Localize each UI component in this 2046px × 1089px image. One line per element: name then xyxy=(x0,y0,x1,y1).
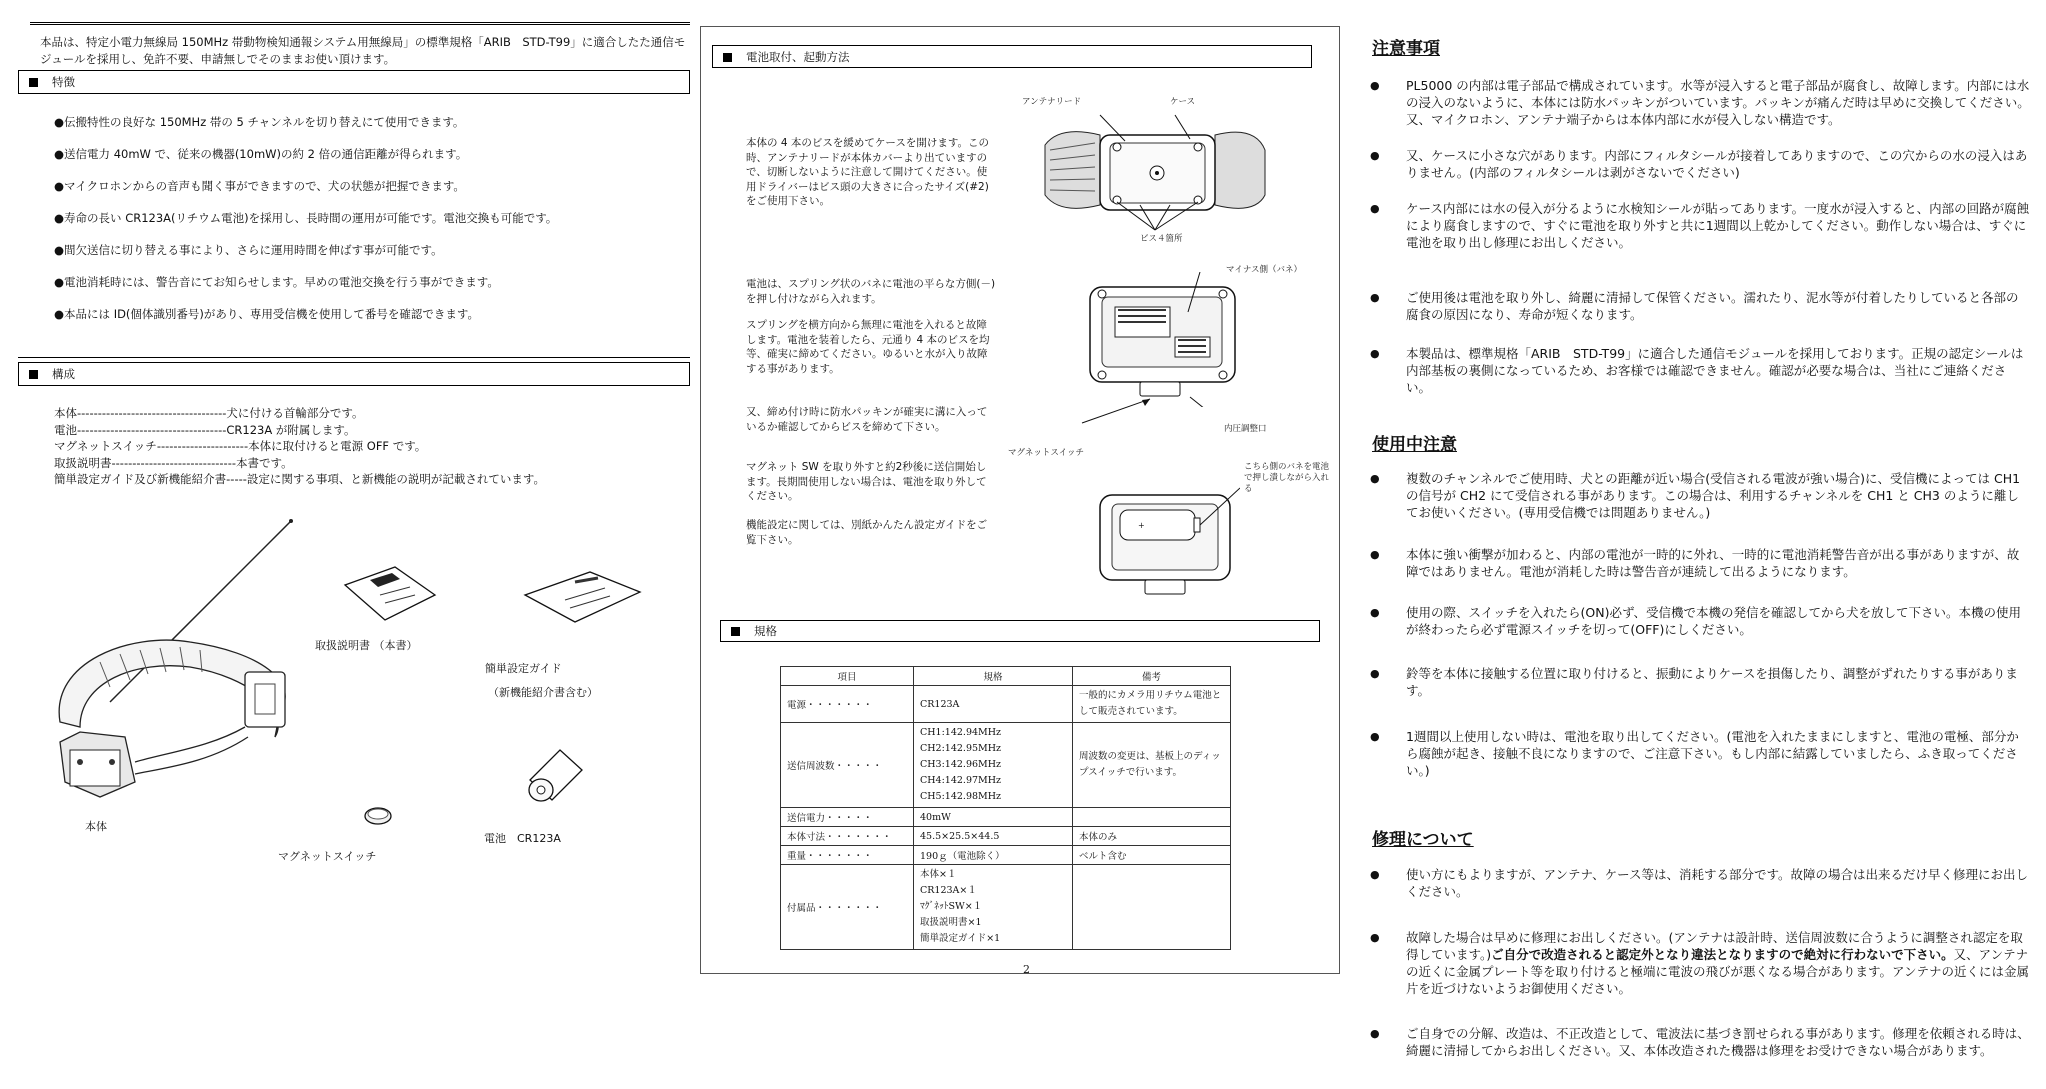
diagram-label-magnet-switch: マグネットスイッチ xyxy=(1008,448,1084,458)
table-cell xyxy=(1073,865,1231,950)
section-components-header xyxy=(18,362,690,386)
svg-text:+: + xyxy=(1138,521,1145,530)
table-cell: 本体×１ CR123A×１ ﾏｸﾞﾈｯﾄSW×１ 取扱説明書×1 簡単設定ガイド×1 xyxy=(914,865,1073,950)
section-square-icon xyxy=(731,627,740,636)
note-item: ● 本製品は、標準規格「ARIB STD-T99」に適合した通信モジュールを採用しております。正規の認定シールは内部基板の裏側になっているため、お客様では確認できません。確認が必要な場合は、当社にご連絡ください。 xyxy=(1370,346,2024,395)
repair-heading: 修理について xyxy=(1372,830,1474,850)
instruction-packing: 又、締め付け時に防水パッキンが確実に溝に入っているか確認してからビスを締めて下さい。 xyxy=(746,406,988,433)
section-title: 特徴 xyxy=(52,75,75,89)
usage-heading: 使用中注意 xyxy=(1372,435,1457,455)
manual-illustration xyxy=(340,565,440,625)
table-header: 項目 xyxy=(781,667,914,686)
feature-item: ●間欠送信に切り替える事により、さらに運用時間を伸ばす事が可能です。 xyxy=(54,243,443,257)
top-rule-left xyxy=(30,22,690,28)
section-battery-header xyxy=(712,45,1312,68)
table-cell: 本体のみ xyxy=(1073,827,1231,846)
spec-table xyxy=(780,666,1231,950)
section-title: 構成 xyxy=(52,367,75,381)
component-row: 簡単設定ガイド及び新機能紹介書-----設定に関する事項、と新機能の説明が記載されています。 xyxy=(54,472,545,486)
table-cell: CR123A xyxy=(914,686,1073,723)
label-manual: 取扱説明書 （本書） xyxy=(315,639,418,652)
feature-item: ●伝搬特性の良好な 150MHz 帯の 5 チャンネルを切り替えにて使用できます。 xyxy=(54,115,465,129)
feature-item: ●電池消耗時には、警告音にてお知らせします。早めの電池交換を行う事ができます。 xyxy=(54,275,499,289)
section-title: 規格 xyxy=(754,624,777,638)
diagram-label-screws: ビス４箇所 xyxy=(1140,234,1183,244)
component-row: 電池------------------------------------CR123A が附属します。 xyxy=(54,422,356,437)
table-cell: 電源・・・・・・・ xyxy=(781,686,914,723)
feature-item: ●マイクロホンからの音声も聞く事ができますので、犬の状態が把握できます。 xyxy=(54,179,465,193)
component-row: マグネットスイッチ----------------------本体に取付けると電源 OFF です。 xyxy=(54,439,427,453)
component-row: 本体------------------------------------犬に付ける首輪部分です。 xyxy=(54,406,364,420)
table-cell: 付属品・・・・・・・ xyxy=(781,865,914,950)
diagram-label-case: ケース xyxy=(1170,97,1196,107)
section-square-icon xyxy=(29,78,38,87)
usage-item: ● 複数のチャンネルでご使用時、犬との距離が近い場合(受信される電波が強い場合)に、受信機によっては CH1 の信号が CH2 にて受信される事があります。この場合は、利用するチャンネルを CH1 と CH3 のように離してお使いください。(専用受信機では問題ありません。) xyxy=(1370,471,2021,520)
label-battery: 電池 CR123A xyxy=(484,832,561,845)
diagram-label-pressure: 内圧調整口 xyxy=(1224,424,1267,434)
diagram-label-minus: マイナス側（バネ） xyxy=(1226,265,1302,275)
usage-item: ● 本体に強い衝撃が加わると、内部の電池が一時的に外れ、一時的に電池消耗警告音が出る事がありますが、故障ではありません。電池が消耗した時は警告音が連続して出るようになります。 xyxy=(1370,547,2020,579)
table-cell: ベルト含む xyxy=(1073,846,1231,865)
table-cell: 本体寸法・・・・・・・ xyxy=(781,827,914,846)
instruction-spring-warning: スプリングを横方向から無理に電池を入れると故障します。電池を装着したら、元通り 4 本のビスを均等、確実に締めてください。ゆるいと水が入り故障する事があります。 xyxy=(746,319,990,375)
table-cell: CH1:142.94MHz CH2:142.95MHz CH3:142.96MHz CH4:142.97MHz CH5:142.98MHz xyxy=(914,723,1073,808)
table-row xyxy=(781,865,1231,950)
table-row xyxy=(781,808,1231,827)
table-cell: 送信周波数・・・・・ xyxy=(781,723,914,808)
feature-item: ●本品には ID(個体識別番号)があり、専用受信機を使用して番号を確認できます。 xyxy=(54,307,479,321)
table-header-row xyxy=(781,667,1231,686)
note-item: ● ご使用後は電池を取り外し、綺麗に清掃して保管ください。濡れたり、泥水等が付着したりしていると各部の腐食の原因になり、寿命が短くなります。 xyxy=(1370,290,2019,322)
feature-item: ●送信電力 40mW で、従来の機器(10mW)の約 2 倍の通信距離が得られます。 xyxy=(54,147,468,161)
instruction-settings: 機能設定に関しては、別紙かんたん設定ガイドをご覧下さい。 xyxy=(746,519,988,546)
table-cell: 周波数の変更は、基板上のディップスイッチで行います。 xyxy=(1073,723,1231,808)
page-number: 2 xyxy=(1023,963,1030,976)
table-cell: 一般的にカメラ用リチウム電池として販売されています。 xyxy=(1073,686,1231,723)
note-item: ● ケース内部には水の侵入が分るように水検知シールが貼ってあります。一度水が浸入すると、内部の回路が腐蝕により腐食しますので、すぐに電池を取り外すと共に1週間以上乾かしてください。動作しない場合は、すぐに電池を取り出し修理にお出しください。 xyxy=(1370,201,2030,250)
component-row: 取扱説明書------------------------------本書です。 xyxy=(54,455,293,470)
magnet-arrow xyxy=(1080,395,1155,425)
diagram-label-spring-note: こちら側のバネを電池で押し潰しながら入れる xyxy=(1244,462,1330,494)
table-cell: 45.5×25.5×44.5 xyxy=(914,827,1073,846)
repair-item: ● 故障した場合は早めに修理にお出しください。(アンテナは設計時、送信周波数に合うように調整され認定を取得しています。)ご自分で改造されると認定外となり違法となりますので絶対に行わないで下さい。又、アンテナの近くに金属プレート等を取り付けると極端に電波の飛びが悪くなる場合があります。アンテナの近くには金属片を近づけないようお御使用ください。 xyxy=(1370,930,2030,996)
instruction-magnet: マグネット SW を取り外すと約2秒後に送信開始します。長期間使用しない場合は、電池を取り外してください。 xyxy=(746,461,987,502)
diagram-label-antenna: アンテナリード xyxy=(1022,97,1082,107)
collar-illustration xyxy=(40,512,370,812)
table-cell xyxy=(1073,808,1231,827)
note-item: ● PL5000 の内部は電子部品で構成されています。水等が浸入すると電子部品が腐食し、故障します。内部には水の浸入のないように、本体には防水パッキンがついています。パッキンが痛んだ時は早めに交換してください。又、マイクロホン、アンテナ端子からは本体内部に水が侵入しない構造です。 xyxy=(1370,78,2030,127)
guide-illustration xyxy=(520,570,645,630)
repair-item: ● 使い方にもよりますが、アンテナ、ケース等は、消耗する部分です。故障の場合は出来るだけ早く修理にお出しください。 xyxy=(1370,867,2029,899)
section-spec-header xyxy=(720,620,1320,642)
label-guide-sub: （新機能紹介書含む） xyxy=(488,686,598,699)
section-square-icon xyxy=(723,53,732,62)
battery-illustration xyxy=(520,740,590,810)
usage-item: ● 1週間以上使用しない時は、電池を取り出してください。(電池を入れたままにしますと、電池の電極、部分から腐蝕が起き、接触不良になりますので、ご注意下さい。もし内部に結露していましたら、ふき取ってください。) xyxy=(1370,729,2019,778)
table-cell: 重量・・・・・・・ xyxy=(781,846,914,865)
instruction-insert-battery: 電池は、スプリング状のバネに電池の平らな方側(－)を押し付けながら入れます。 xyxy=(746,278,996,305)
notes-heading: 注意事項 xyxy=(1372,39,1440,59)
intro-text: 本品は、特定小電力無線局 150MHz 帯動物検知通報システム用無線局」の標準規格「ARIB STD-T99」に適合したた通信モジュールを採用し、免許不要、申請無しでそのままお使い頂けます。 xyxy=(40,35,686,66)
section-square-icon xyxy=(29,370,38,379)
battery-inserted-diagram xyxy=(1090,480,1240,605)
table-row xyxy=(781,723,1231,808)
case-diagram xyxy=(1040,105,1270,240)
components-list xyxy=(54,405,545,488)
battery-compartment-diagram xyxy=(1080,272,1245,407)
divider-line xyxy=(18,357,690,358)
feature-item: ●寿命の長い CR123A(リチウム電池)を採用し、長時間の運用が可能です。電池交換も可能です。 xyxy=(54,211,558,225)
section-title: 電池取付、起動方法 xyxy=(746,50,850,64)
usage-item: ● 鈴等を本体に接触する位置に取り付けると、振動によりケースを損傷したり、調整がずれたりする事があります。 xyxy=(1370,666,2018,698)
table-row xyxy=(781,827,1231,846)
table-header: 規格 xyxy=(914,667,1073,686)
note-item: ● 又、ケースに小さな穴があります。内部にフィルタシールが接着してありますので、この穴からの水の浸入はありません。(内部のフィルタシールは剥がさないでください) xyxy=(1370,148,2028,180)
table-cell: 送信電力・・・・・ xyxy=(781,808,914,827)
table-header: 備考 xyxy=(1073,667,1231,686)
repair-warning-bold: ご自分で改造されると認定外となり違法となりますので絶対に行わないで下さい。 xyxy=(1491,947,1954,962)
table-cell: 40mW xyxy=(914,808,1073,827)
repair-item: ● ご自身での分解、改造は、不正改造として、電波法に基づき罰せられる事があります。修理を依頼される時は、綺麗に清掃してからお出しください。又、本体改造された機器は修理をお受けできない場合があります。 xyxy=(1370,1026,2030,1058)
table-row xyxy=(781,846,1231,865)
label-magnet: マグネットスイッチ xyxy=(278,850,377,863)
usage-item: ● 使用の際、スイッチを入れたら(ON)必ず、受信機で本機の発信を確認してから犬を放して下さい。本機の使用が終わったら必ず電源スイッチを切って(OFF)にしください。 xyxy=(1370,605,2021,637)
label-guide: 簡単設定ガイド xyxy=(485,662,562,675)
label-body: 本体 xyxy=(85,820,107,833)
instruction-open-case: 本体の 4 本のビスを緩めてケースを開けます。この時、アンテナリードが本体カバーより出ていますので、切断しないように注意して開けてください。使用ドライバーはビス頭の大きさに合ったサイズ(#2)をご使用下さい。 xyxy=(746,137,989,207)
table-row xyxy=(781,686,1231,723)
magnet-illustration xyxy=(362,805,394,827)
table-cell: 190ｇ（電池除く） xyxy=(914,846,1073,865)
section-features-header xyxy=(18,70,690,94)
